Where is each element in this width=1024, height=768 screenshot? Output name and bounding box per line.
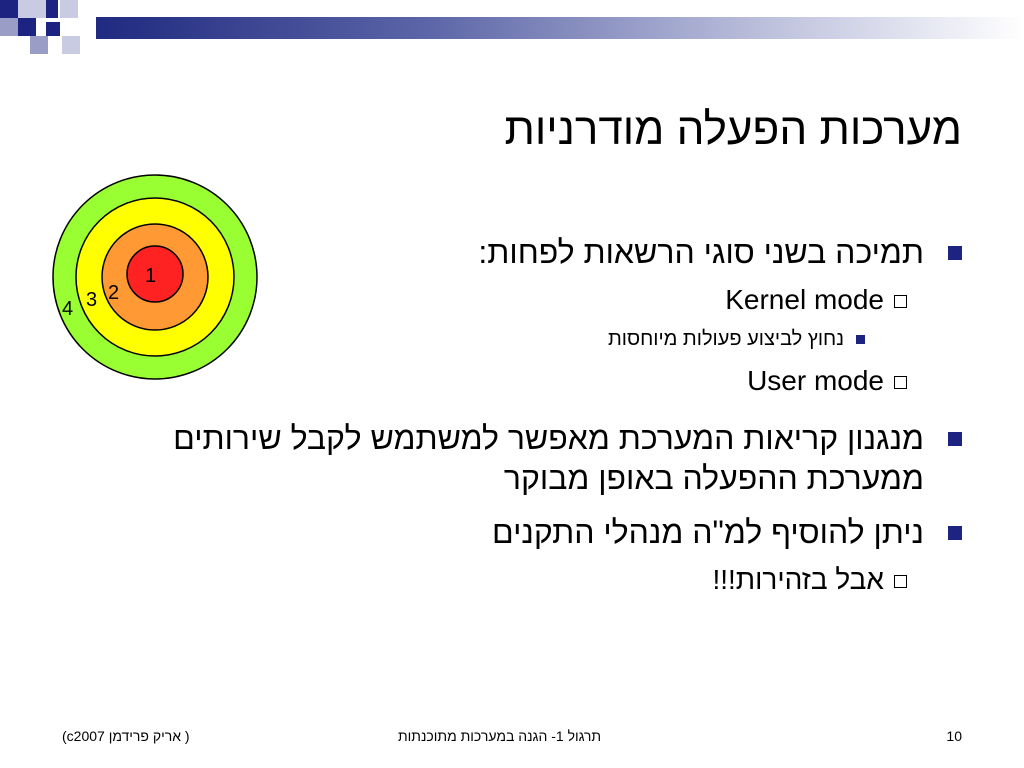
bullet-item [62, 232, 962, 272]
footer-course-title: תרגול 1- הגנה במערכות מתוכנתות [398, 728, 602, 744]
ring-label-2: 2 [108, 282, 120, 304]
bullet-item [62, 561, 962, 599]
bullet-text: ניתן להוסיף למ"ה מנהלי התקנים [492, 514, 924, 550]
hollow-square-bullet-icon [894, 575, 907, 588]
bullet-text: תמיכה בשני סוגי הרשאות לפחות: [478, 234, 924, 270]
ring-label-3: 3 [86, 289, 98, 311]
bullet-item [62, 512, 962, 552]
square-bullet-icon [948, 526, 962, 540]
bullet-text: אבל בזהירות!!! [712, 564, 884, 595]
header-square [18, 0, 46, 18]
header-square [46, 22, 60, 36]
bullet-text: נחוץ לביצוע פעולות מיוחסות [607, 328, 844, 350]
ring-label-1: 1 [145, 265, 157, 287]
bullet-item [62, 281, 962, 319]
ring-label-4: 4 [62, 298, 74, 320]
square-bullet-icon [948, 246, 962, 260]
bullet-text: Kernel mode [725, 284, 884, 315]
header-square [46, 0, 58, 18]
header-square [0, 0, 18, 18]
header-square [30, 36, 48, 54]
bullet-list [62, 228, 962, 599]
bullet-item [62, 325, 962, 353]
bullet-item [62, 418, 962, 498]
hollow-square-bullet-icon [894, 376, 907, 389]
header-square [0, 18, 18, 36]
bullet-text: User mode [747, 365, 884, 396]
header-gradient-bar [96, 17, 1024, 39]
hollow-square-bullet-icon [894, 295, 907, 308]
bullet-item [62, 362, 962, 400]
bullet-text: מנגנון קריאות המערכת מאפשר למשתמש לקבל שירותים ממערכת ההפעלה באופן מבוקר [173, 420, 924, 496]
footer-copyright: (c2007 אריק פרידמן ) [62, 728, 190, 744]
small-square-bullet-icon [856, 335, 865, 344]
header-square [18, 18, 36, 36]
square-bullet-icon [948, 432, 962, 446]
header-square [62, 36, 80, 54]
header-square [60, 0, 78, 18]
slide-title: מערכות הפעלה מודרניות [504, 105, 962, 154]
page-number: 10 [946, 728, 962, 744]
